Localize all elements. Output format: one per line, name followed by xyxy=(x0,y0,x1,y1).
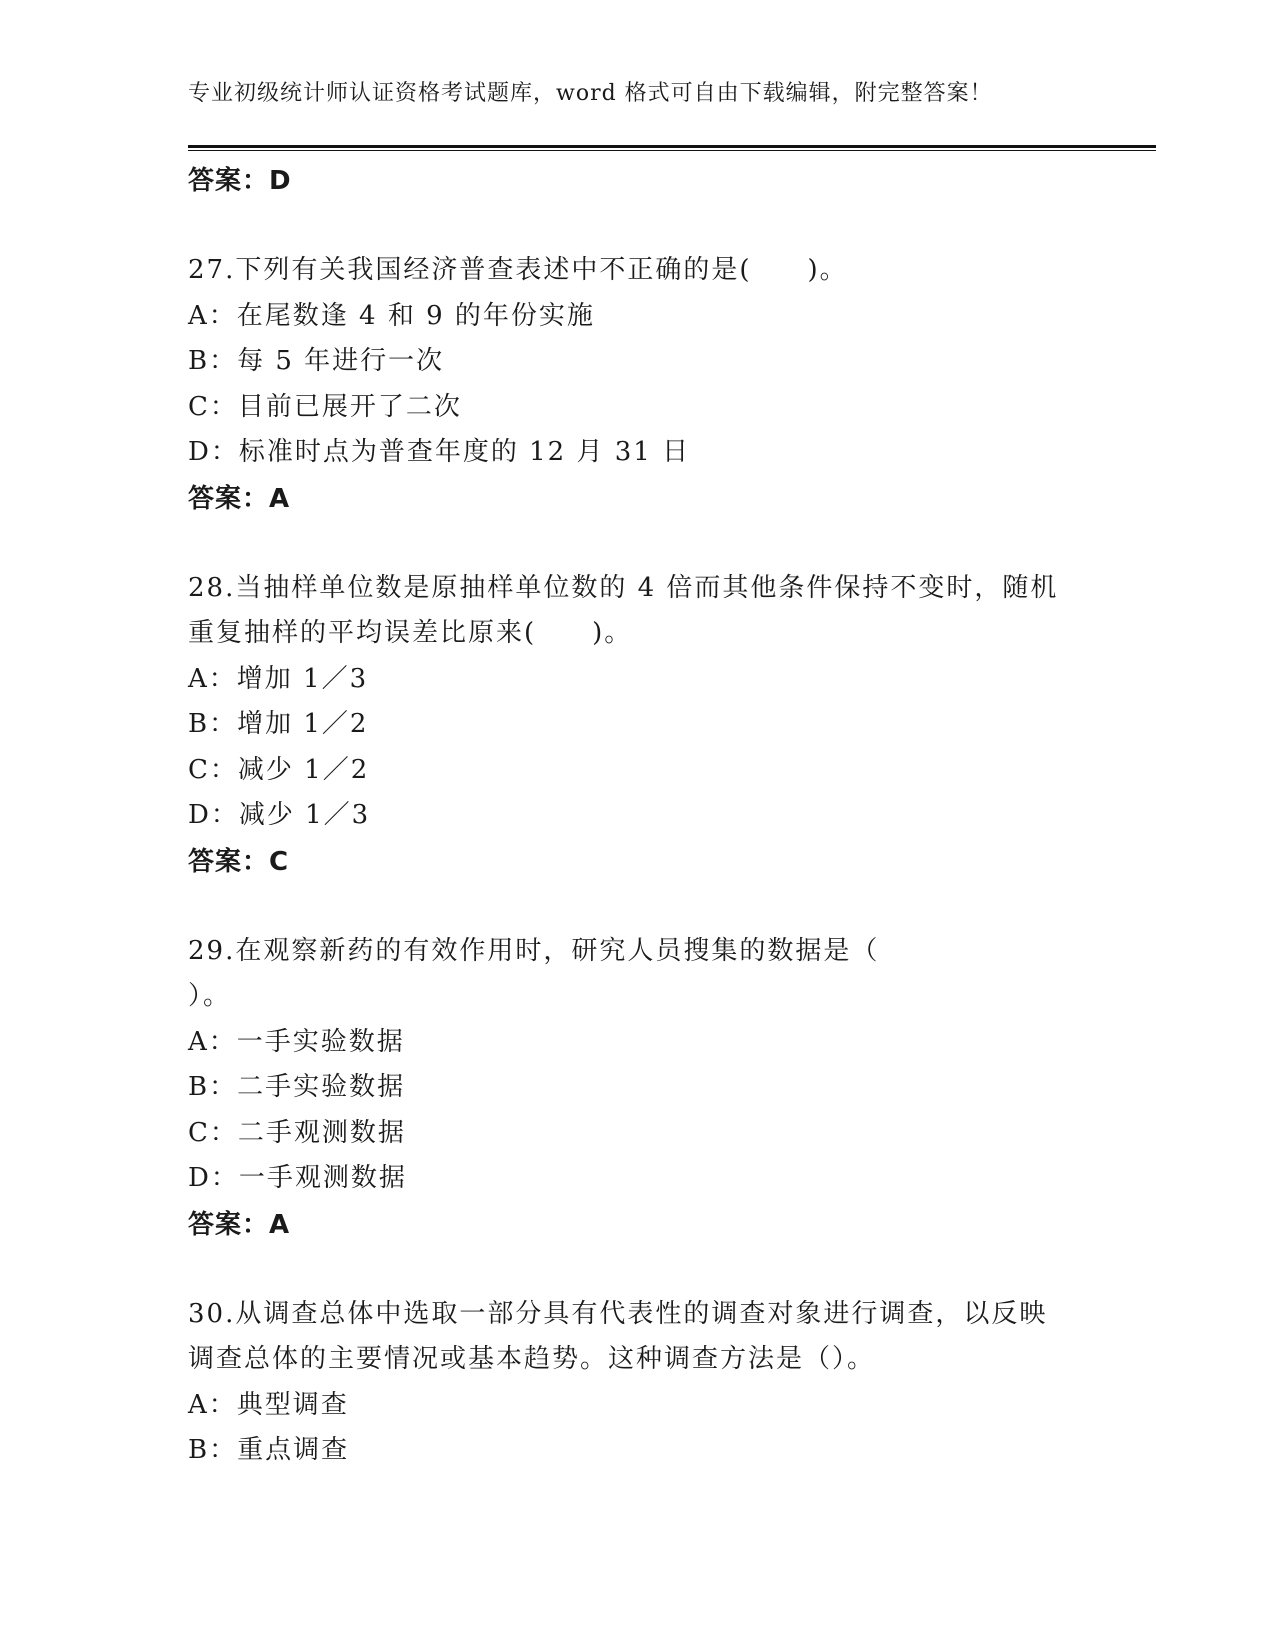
option-a: A：增加 1／3 xyxy=(188,663,369,694)
option-a: A：在尾数逢 4 和 9 的年份实施 xyxy=(188,300,595,331)
page-header: 专业初级统计师认证资格考试题库，word 格式可自由下载编辑，附完整答案！ xyxy=(188,81,993,106)
option-c: C：目前已展开了二次 xyxy=(188,391,462,422)
question-stem: 28.当抽样单位数是原抽样单位数的 4 倍而其他条件保持不变时，随机 xyxy=(188,572,1059,603)
question-list xyxy=(188,158,1088,1474)
answer: 答案：C xyxy=(188,846,290,877)
spacer xyxy=(188,1248,1088,1292)
option-d: D：标准时点为普查年度的 12 月 31 日 xyxy=(188,437,691,467)
option-b: B：二手实验数据 xyxy=(188,1072,406,1102)
question-stem-cont: 重复抽样的平均误差比原来( )。 xyxy=(188,618,633,648)
question-stem-cont: 调查总体的主要情况或基本趋势。这种调查方法是（）。 xyxy=(188,1344,876,1374)
option-d: D：一手观测数据 xyxy=(188,1163,407,1193)
option-b: B：增加 1／2 xyxy=(188,709,369,739)
header-rule-thick xyxy=(188,145,1156,148)
spacer xyxy=(188,204,1088,248)
answer: 答案：A xyxy=(188,483,291,514)
answer-previous: 答案：D xyxy=(188,166,292,196)
header-rule-thin xyxy=(188,150,1156,151)
question-30 xyxy=(188,1292,1088,1474)
question-stem-cont: ）。 xyxy=(188,981,232,1011)
option-b: B：重点调查 xyxy=(188,1435,350,1465)
option-d: D：减少 1／3 xyxy=(188,800,371,830)
spacer xyxy=(188,885,1088,929)
question-29 xyxy=(188,929,1088,1248)
option-b: B：每 5 年进行一次 xyxy=(188,346,445,376)
option-a: A：典型调查 xyxy=(188,1389,349,1420)
question-28 xyxy=(188,566,1088,885)
answer: 答案：A xyxy=(188,1209,291,1240)
option-a: A：一手实验数据 xyxy=(188,1026,405,1057)
option-c: C：二手观测数据 xyxy=(188,1117,406,1148)
spacer xyxy=(188,522,1088,566)
question-stem: 27.下列有关我国经济普查表述中不正确的是( )。 xyxy=(188,255,848,285)
question-27 xyxy=(188,248,1088,522)
option-c: C：减少 1／2 xyxy=(188,754,370,785)
question-stem: 30.从调查总体中选取一部分具有代表性的调查对象进行调查，以反映 xyxy=(188,1298,1048,1329)
question-stem: 29.在观察新药的有效作用时，研究人员搜集的数据是（ xyxy=(188,935,880,966)
